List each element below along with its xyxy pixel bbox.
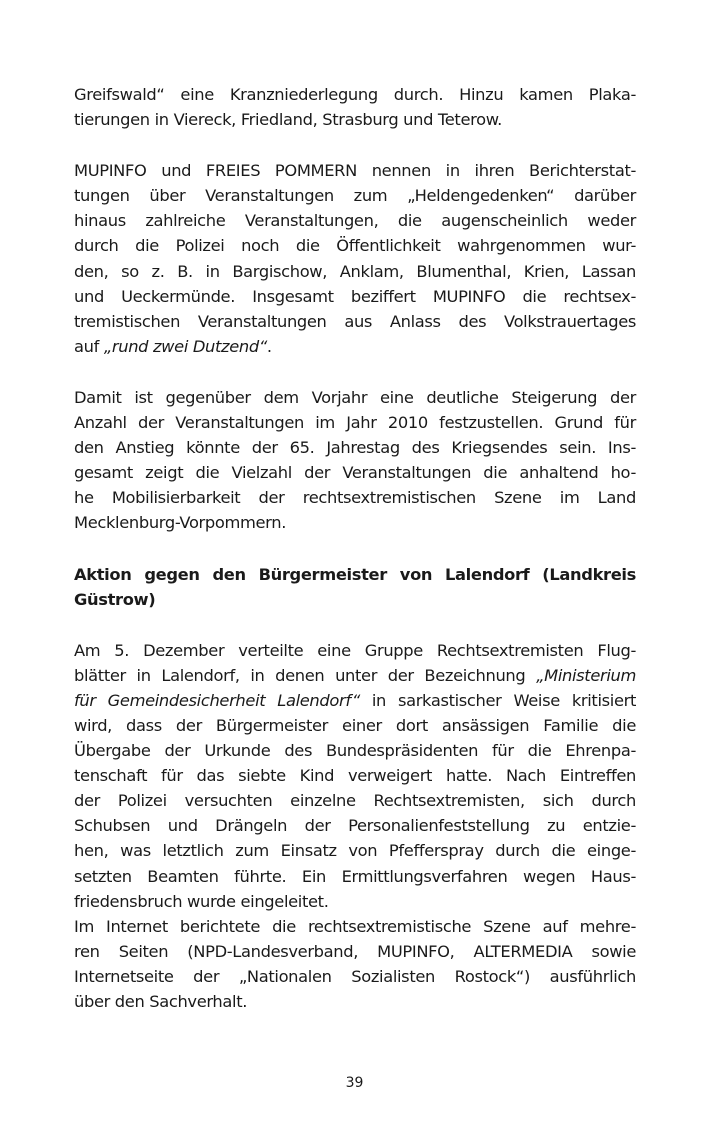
text-line: friedensbruch wurde eingeleitet. bbox=[74, 891, 329, 911]
text-line: tenschaft für das siebte Kind verweigert hatte. Nach Eintreffen bbox=[74, 766, 636, 786]
text-line: Mecklenburg-Vorpommern. bbox=[74, 513, 287, 533]
text-line: hen, was letztlich zum Einsatz von Pfefferspray durch die einge- bbox=[74, 841, 636, 861]
quote-italic: „Ministerium bbox=[536, 665, 636, 685]
text-line: durch die Polizei noch die Öffentlichkeit wahrgenommen wur- bbox=[74, 236, 636, 256]
text-line: tremistischen Veranstaltungen aus Anlass des Volkstrauertages bbox=[74, 311, 636, 331]
text-line: ren Seiten (NPD-Landesverband, MUPINFO, ALTERMEDIA sowie bbox=[74, 941, 636, 961]
text-line: Übergabe der Urkunde des Bundespräsidenten für die Ehrenpa- bbox=[74, 741, 636, 761]
text-line bbox=[74, 334, 636, 359]
text-fragment: in sarkastischer Weise kritisiert bbox=[359, 690, 636, 710]
text-fragment: . bbox=[266, 336, 272, 356]
text-line: Im Internet berichtete die rechtsextremistische Szene auf mehre- bbox=[74, 916, 636, 936]
text-line: Internetseite der „Nationalen Sozialisten Rostock“) ausführlich bbox=[74, 966, 636, 986]
text-line: der Polizei versuchten einzelne Rechtsextremisten, sich durch bbox=[74, 791, 636, 811]
page-number: 39 bbox=[345, 1075, 364, 1091]
text-line: Am 5. Dezember verteilte eine Gruppe Rechtsextremisten Flug- bbox=[74, 640, 636, 660]
text-line: MUPINFO und FREIES POMMERN nennen in ihren Berichterstat- bbox=[74, 161, 636, 181]
text-line: wird, dass der Bürgermeister einer dort ansässigen Familie die bbox=[74, 715, 636, 735]
text-fragment: blätter in Lalendorf, in denen unter der Bezeichnung bbox=[74, 665, 537, 685]
page-body bbox=[74, 82, 636, 1014]
text-line: he Mobilisierbarkeit der rechtsextremistischen Szene im Land bbox=[74, 488, 636, 508]
heading-line: Aktion gegen den Bürgermeister von Lalendorf (Landkreis bbox=[74, 564, 636, 584]
paragraph-2 bbox=[74, 158, 636, 359]
text-line: gesamt zeigt die Vielzahl der Veranstaltungen die anhaltend ho- bbox=[74, 463, 636, 483]
text-line: tungen über Veranstaltungen zum „Heldengedenken“ darüber bbox=[74, 186, 636, 206]
text-line: über den Sachverhalt. bbox=[74, 992, 248, 1011]
paragraph-3 bbox=[74, 385, 636, 536]
heading-line: Güstrow) bbox=[74, 589, 156, 609]
paragraph-4 bbox=[74, 638, 636, 914]
text-line: tierungen in Viereck, Friedland, Strasburg und Teterow. bbox=[74, 110, 503, 130]
quote-italic: „rund zwei Dutzend“ bbox=[103, 336, 267, 356]
section-heading bbox=[74, 562, 636, 612]
text-line: Greifswald“ eine Kranzniederlegung durch. Hinzu kamen Plaka- bbox=[74, 85, 636, 104]
text-line: und Ueckermünde. Insgesamt beziffert MUPINFO die rechtsex- bbox=[74, 286, 636, 306]
paragraph-5 bbox=[74, 914, 636, 1014]
text-line bbox=[74, 663, 636, 688]
text-line bbox=[74, 688, 636, 713]
text-line: Damit ist gegenüber dem Vorjahr eine deutliche Steigerung der bbox=[74, 387, 636, 407]
text-line: hinaus zahlreiche Veranstaltungen, die augenscheinlich weder bbox=[74, 211, 636, 231]
text-line: Anzahl der Veranstaltungen im Jahr 2010 festzustellen. Grund für bbox=[74, 413, 636, 433]
paragraph-1 bbox=[74, 82, 636, 132]
text-line: setzten Beamten führte. Ein Ermittlungsverfahren wegen Haus- bbox=[74, 866, 636, 886]
text-line: den Anstieg könnte der 65. Jahrestag des Kriegsendes sein. Ins- bbox=[74, 438, 636, 458]
text-line: Schubsen und Drängeln der Personalienfeststellung zu entzie- bbox=[74, 816, 636, 836]
quote-italic: für Gemeindesicherheit Lalendorf“ bbox=[74, 690, 360, 710]
text-fragment: auf bbox=[74, 336, 104, 356]
text-line: den, so z. B. in Bargischow, Anklam, Blumenthal, Krien, Lassan bbox=[74, 261, 636, 281]
